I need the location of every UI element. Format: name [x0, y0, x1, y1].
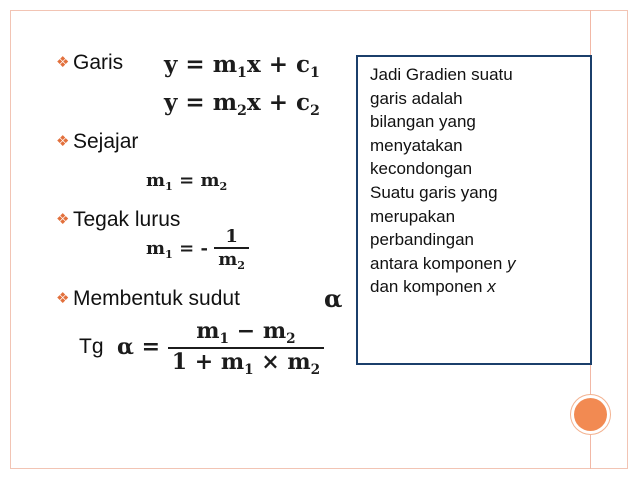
bullet-sejajar-label: Sejajar — [73, 130, 139, 153]
equation-line-2: $y = m_2x + c_2$ — [164, 89, 320, 119]
alpha-symbol: α — [324, 284, 343, 313]
bullet-membentuk-sudut — [56, 287, 240, 311]
bullet-garis-label: Garis — [73, 51, 124, 74]
bullet-sejajar — [56, 130, 138, 154]
note-line: Suatu garis yang — [370, 182, 498, 202]
decorative-circle — [574, 398, 607, 431]
equation-line-1: $y = m_1x + c_1$ — [164, 51, 320, 81]
tg-label: Tg — [79, 335, 104, 358]
gradient-definition-box — [356, 55, 592, 365]
equation-tangent: α = $\frac{m_1 - m_2}{1 + m_1 \times m_2}$ — [117, 318, 324, 378]
note-line: merupakan — [370, 206, 456, 226]
bullet-marker-icon: ❖ — [56, 133, 70, 150]
equation-perpendicular: $m_1$ = - $\frac{1}{m_2}$ — [146, 226, 249, 272]
bullet-marker-icon: ❖ — [56, 54, 70, 71]
note-line: garis adalah — [370, 88, 463, 108]
note-line: menyatakan — [370, 135, 463, 155]
note-line: antara komponen y — [370, 253, 516, 273]
note-line: kecondongan — [370, 159, 473, 179]
equation-parallel: $m_1 = m_2$ — [146, 170, 228, 193]
note-line: perbandingan — [370, 230, 474, 250]
bullet-marker-icon: ❖ — [56, 211, 70, 228]
note-line: Jadi Gradien suatu — [370, 65, 513, 84]
note-line: bilangan yang — [370, 112, 476, 132]
bullet-garis — [56, 51, 123, 75]
perpendicular-fraction: $\frac{1}{m_2}$ — [214, 226, 249, 272]
bullet-marker-icon: ❖ — [56, 290, 70, 307]
note-line: dan komponen x — [370, 277, 496, 297]
bullet-sudut-label: Membentuk sudut — [73, 287, 240, 310]
tangent-fraction: $\frac{m_1 - m_2}{1 + m_1 \times m_2}$ — [168, 318, 324, 378]
bullet-tegak-label: Tegak lurus — [73, 208, 181, 231]
